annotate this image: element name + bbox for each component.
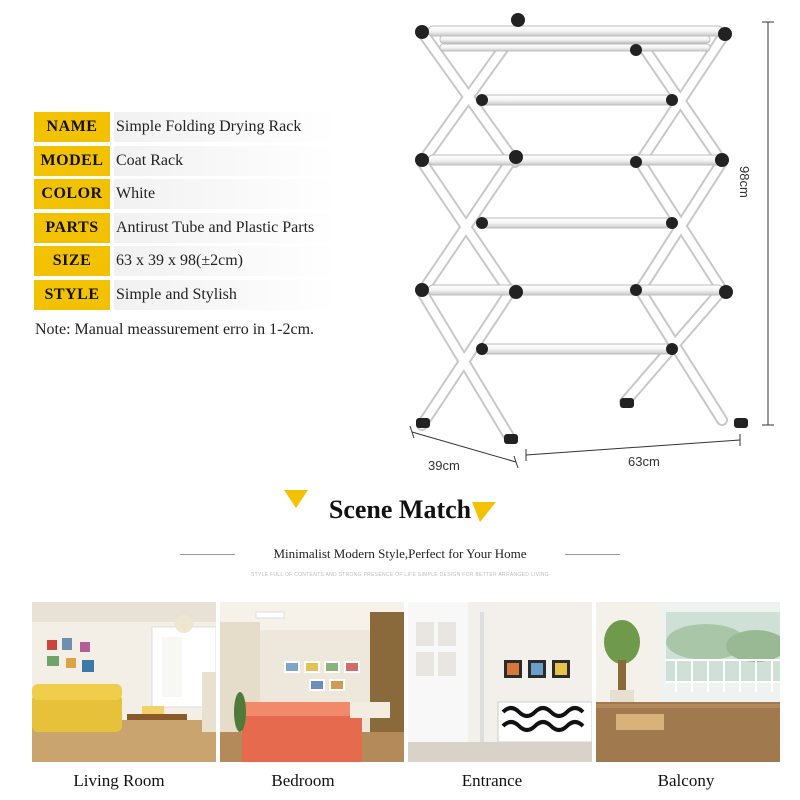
spec-row-color <box>34 179 348 209</box>
balcony-photo <box>596 602 780 762</box>
caption-balcony: Balcony <box>657 771 715 790</box>
width-dimension-label: 63cm <box>628 454 660 469</box>
caption-living-room: Living Room <box>73 771 165 790</box>
spec-value: 63 x 39 x 98(±2cm) <box>114 246 348 276</box>
spec-value: Coat Rack <box>114 146 348 176</box>
spec-row-parts <box>34 213 348 243</box>
spec-row-name <box>34 112 348 142</box>
spec-key: COLOR <box>34 179 110 209</box>
depth-dimension-label: 39cm <box>428 458 460 473</box>
bedroom-photo <box>220 602 404 762</box>
spec-key: NAME <box>34 112 110 142</box>
scene-subtitle-row <box>180 545 620 563</box>
spec-key: SIZE <box>34 246 110 276</box>
spec-row-size <box>34 246 348 276</box>
entrance-photo <box>408 602 592 762</box>
spec-row-model <box>34 146 348 176</box>
spec-value: Simple Folding Drying Rack <box>114 112 348 142</box>
spec-table <box>34 112 348 313</box>
drying-rack-illustration <box>400 0 800 480</box>
spec-key: PARTS <box>34 213 110 243</box>
scene-gallery <box>32 602 787 762</box>
spec-key: STYLE <box>34 280 110 310</box>
living-room-photo <box>32 602 216 762</box>
fine-print: STYLE FULL OF CONTENTS AND STRONG PRESENCE OF LIFE SIMPLE DESIGN FOR BETTER ARRANGED LIVING <box>251 572 549 578</box>
height-dimension-label: 98cm <box>737 166 752 198</box>
spec-value: Simple and Stylish <box>114 280 348 310</box>
divider <box>565 554 620 555</box>
scene-match-title: Scene Match <box>328 495 472 524</box>
caption-bedroom: Bedroom <box>271 771 335 790</box>
scene-subtitle: Minimalist Modern Style,Perfect for Your Home <box>273 546 527 561</box>
caption-entrance: Entrance <box>461 771 523 790</box>
spec-value: Antirust Tube and Plastic Parts <box>114 213 348 243</box>
spec-value: White <box>114 179 348 209</box>
spec-key: MODEL <box>34 146 110 176</box>
spec-row-style <box>34 280 348 310</box>
measurement-note: Note: Manual meassurement erro in 1-2cm. <box>35 321 315 338</box>
